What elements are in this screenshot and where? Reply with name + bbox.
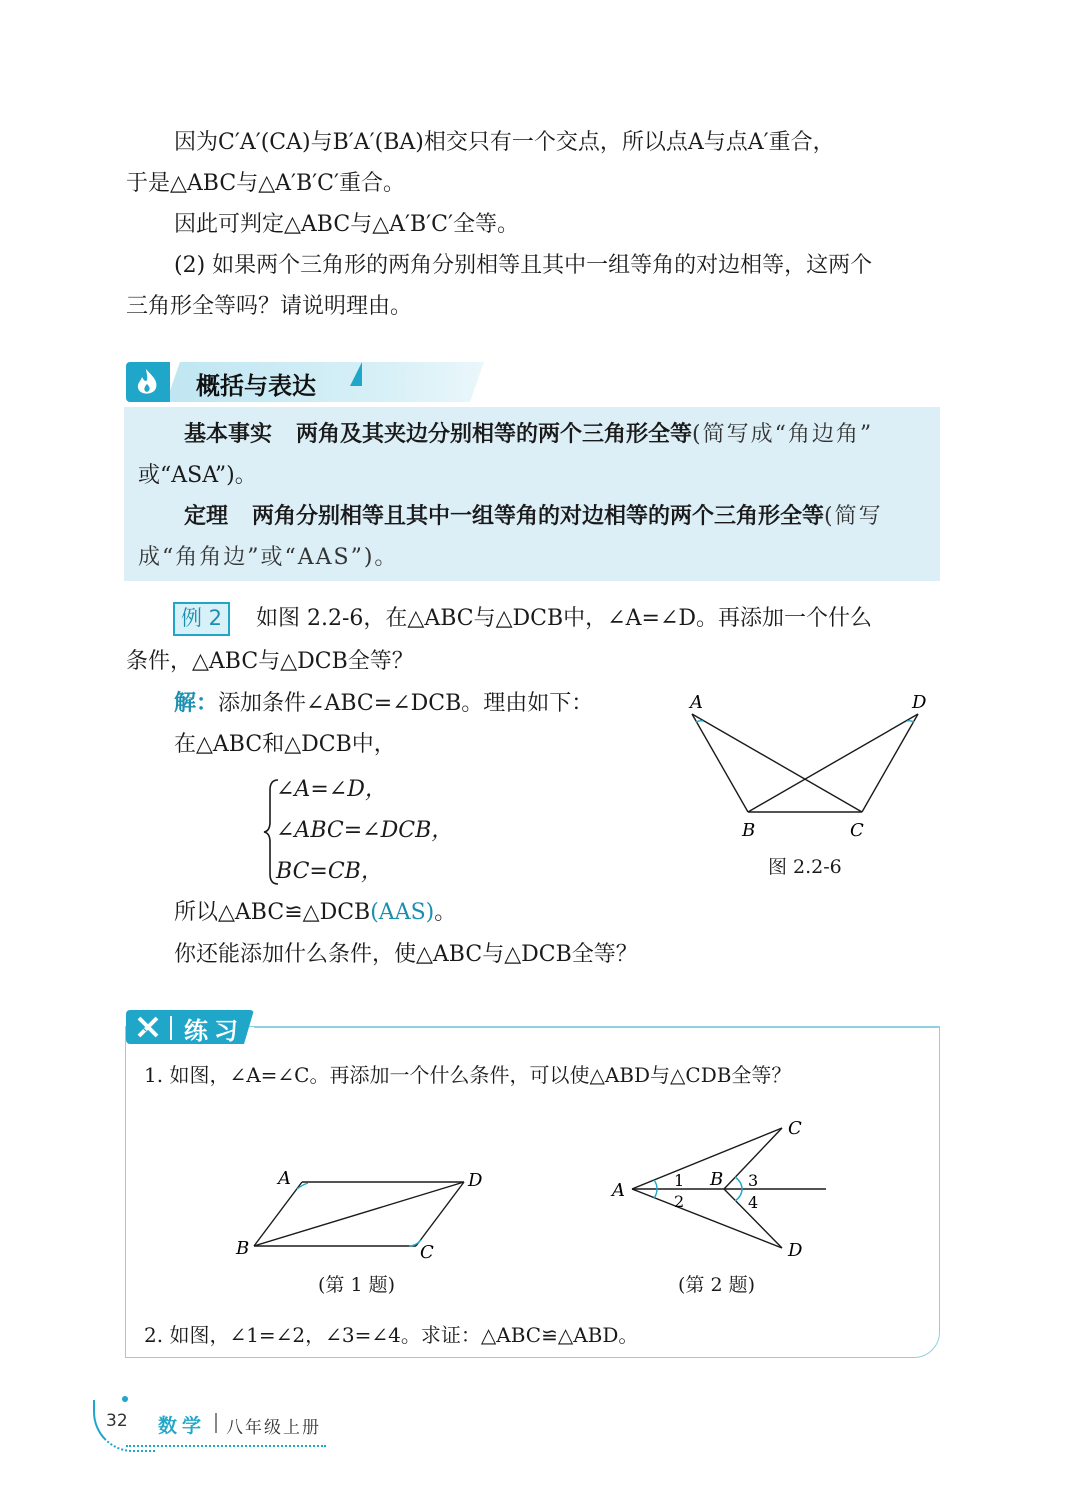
fact-text: 两角及其夹边分别相等的两个三角形全等 — [296, 422, 693, 447]
conclusion-text: 所以△ABC≌△DCB — [174, 900, 371, 925]
system-line-3: BC=CB， — [276, 859, 383, 884]
practice-title: 练习 — [184, 1017, 244, 1045]
section-title: 概括与表达 — [196, 371, 316, 400]
fig2-angle-1: 1 — [674, 1171, 685, 1190]
intro-line-4: (2) 如果两个三角形的两角分别相等且其中一组等角的对边相等，这两个 — [174, 253, 873, 278]
example-tag: 例 2 — [173, 602, 230, 636]
footer-dotted-line — [126, 1445, 326, 1447]
practice-figure-2-caption: (第 2 题) — [678, 1274, 755, 1296]
practice-figure-2 — [608, 1116, 833, 1261]
page-number: 32 — [106, 1411, 128, 1431]
theorem-note-2: 成“角角边”或“AAS”)。 — [138, 545, 399, 570]
theorem-label: 定理 — [184, 504, 229, 529]
system-line-2: ∠ABC=∠DCB， — [276, 818, 454, 843]
fig1-label-c: C — [420, 1242, 434, 1263]
theorem-note-1: (简写 — [824, 504, 883, 529]
fig2-label-d: D — [788, 1240, 803, 1261]
fig1-label-d: D — [468, 1170, 483, 1191]
fig2-angle-2: 2 — [674, 1192, 685, 1211]
theorem-line-1 — [184, 502, 883, 532]
conclusion-reason: (AAS) — [370, 900, 435, 925]
example-question-2: 条件，△ABC与△DCB全等？ — [126, 649, 414, 674]
fact-label: 基本事实 — [184, 422, 273, 447]
ruler-pencil-icon — [134, 1013, 164, 1041]
practice-top-line — [254, 1026, 940, 1028]
footer-book: 八年级上册 — [226, 1418, 321, 1438]
fig-label-c: C — [850, 820, 864, 841]
fig2-label-a: A — [612, 1180, 625, 1201]
figure-2-2-6 — [680, 688, 940, 848]
practice-question-1: 1. 如图，∠A=∠C。再添加一个什么条件，可以使△ABD与△CDB全等？ — [144, 1063, 792, 1087]
fact-note-2: 或“ASA”)。 — [138, 463, 257, 488]
practice-figure-1-caption: (第 1 题) — [318, 1274, 395, 1296]
fact-note-1: (简写成“角边角” — [692, 422, 874, 447]
fact-line-1 — [184, 420, 873, 450]
followup-question: 你还能添加什么条件，使△ABC与△DCB全等？ — [174, 942, 638, 967]
intro-line-1: 因为C′A′(CA)与B′A′(BA)相交只有一个交点，所以点A与点A′重合， — [174, 130, 835, 155]
fig2-label-c: C — [788, 1118, 802, 1139]
fig2-angle-3: 3 — [748, 1171, 759, 1190]
fig1-label-a: A — [278, 1168, 291, 1189]
theorem-text: 两角分别相等且其中一组等角的对边相等的两个三角形全等 — [252, 504, 825, 529]
practice-figure-1 — [230, 1164, 490, 1264]
solution-label: 解： — [174, 691, 219, 716]
intro-line-5: 三角形全等吗？请说明理由。 — [126, 294, 413, 319]
footer-divider — [215, 1413, 217, 1433]
fig-label-b: B — [742, 820, 756, 841]
system-line-1: ∠A=∠D， — [276, 777, 387, 802]
flame-icon — [126, 362, 170, 402]
practice-tab-separator — [170, 1016, 172, 1040]
footer-dot — [122, 1396, 128, 1402]
conclusion-line — [174, 898, 456, 928]
solution-line-1 — [174, 689, 593, 719]
fig2-angle-4: 4 — [748, 1193, 759, 1212]
solution-line-2: 在△ABC和△DCB中， — [174, 732, 396, 757]
fig2-label-b: B — [710, 1169, 724, 1190]
conclusion-end: 。 — [434, 900, 457, 925]
fig-label-d: D — [912, 692, 927, 713]
solution-text-1: 添加条件∠ABC=∠DCB。理由如下： — [218, 691, 594, 716]
section-header-accent — [350, 362, 362, 386]
intro-line-3: 因此可判定△ABC与△A′B′C′全等。 — [174, 212, 520, 237]
fig1-label-b: B — [236, 1238, 250, 1259]
practice-question-2: 2. 如图，∠1=∠2，∠3=∠4。求证：△ABC≌△ABD。 — [144, 1323, 639, 1347]
footer-subject: 数学 — [158, 1415, 207, 1437]
example-question-1: 如图 2.2-6，在△ABC与△DCB中，∠A=∠D。再添加一个什么 — [256, 606, 873, 631]
fig-label-a: A — [690, 692, 703, 713]
figure-caption: 图 2.2-6 — [768, 856, 842, 878]
intro-line-2: 于是△ABC与△A′B′C′重合。 — [126, 171, 406, 196]
